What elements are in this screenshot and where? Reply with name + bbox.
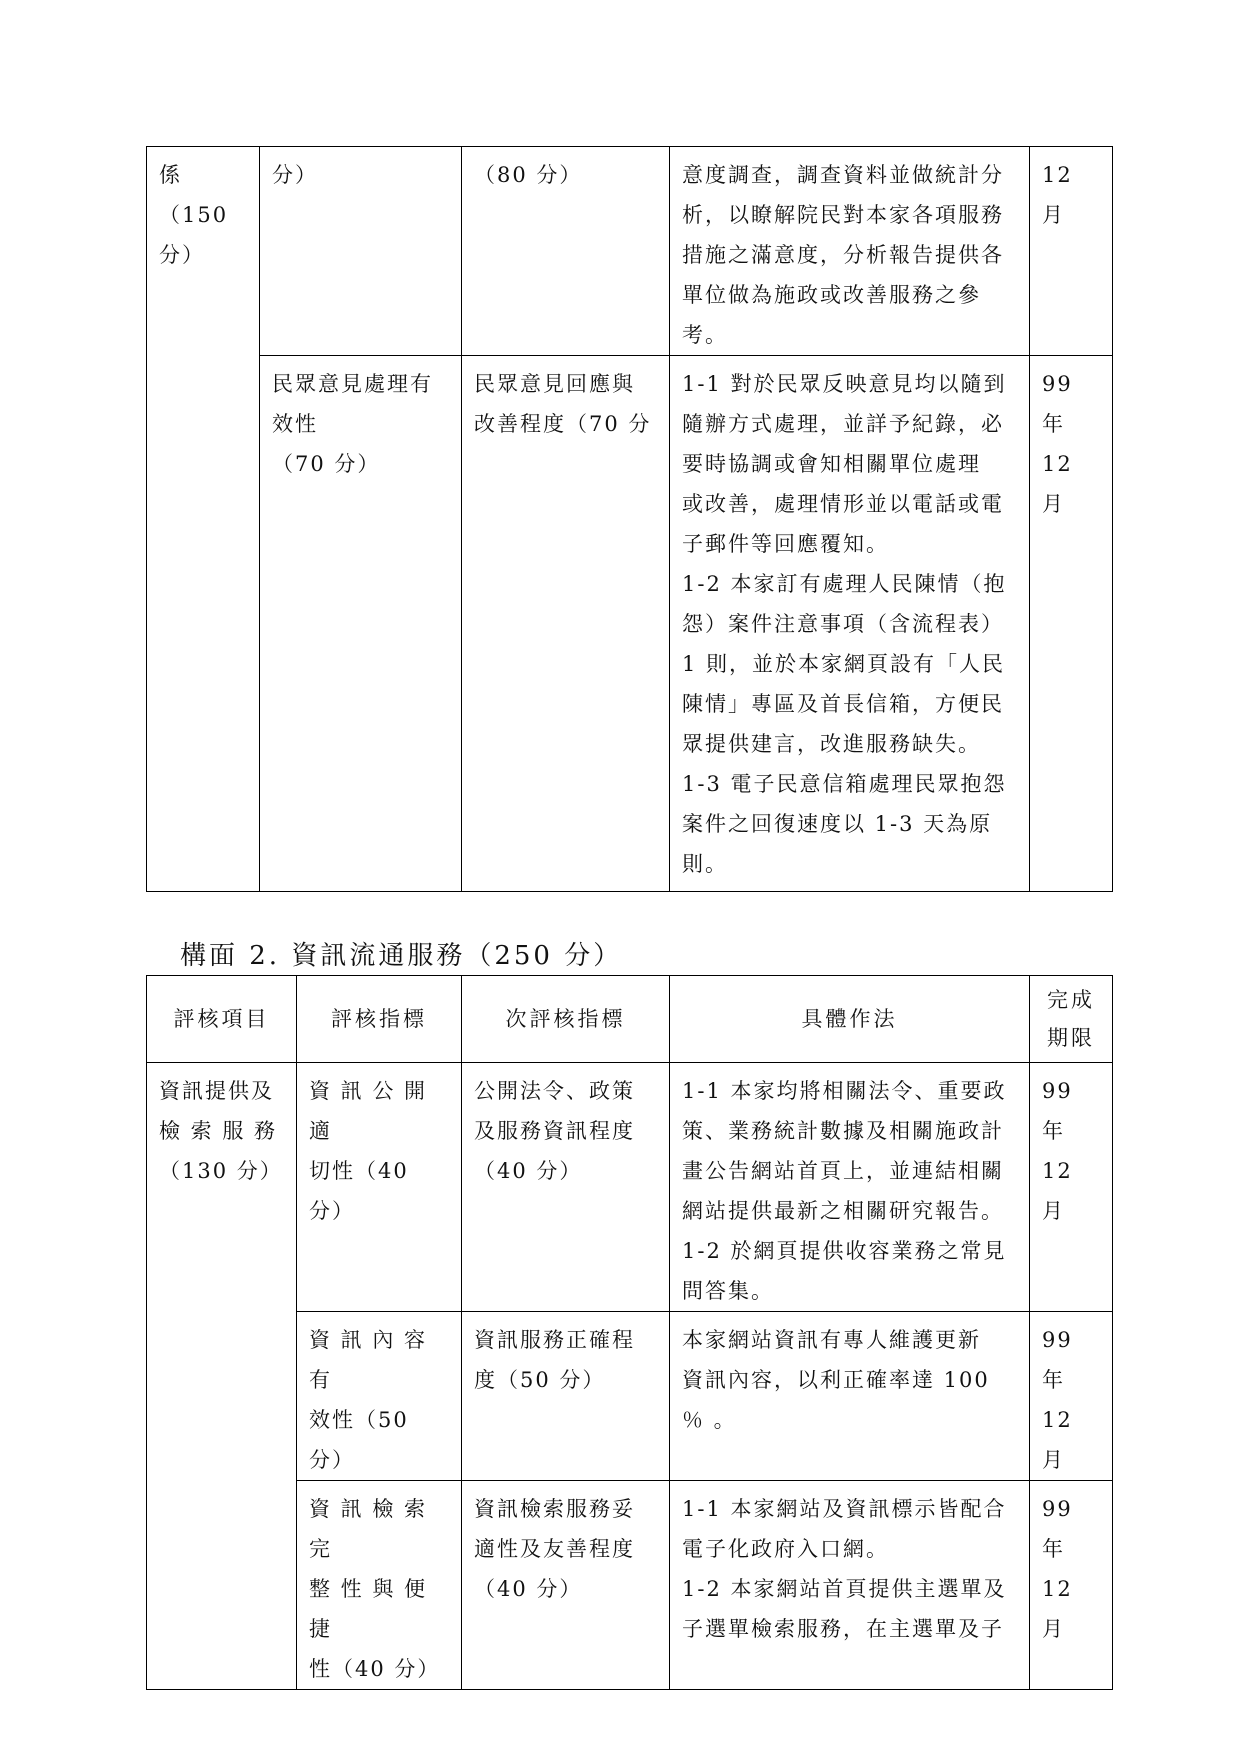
- sub-indicator-cell: [462, 1481, 670, 1690]
- method-text: 1-1 本家均將相關法令、重要政 策、業務統計數據及相關施政計 畫公告網站首頁上，並連結相關 網站提供最新之相關研究報告。 1-2 於網頁提供收容業務之常見 問答集。: [682, 1079, 1007, 1303]
- header-sub-indicator-text: 次評核指標: [505, 1007, 626, 1031]
- table-row: [147, 1063, 1113, 1312]
- deadline-text: 99 年 12 月: [1042, 372, 1073, 516]
- header-sub-indicator: [462, 976, 670, 1063]
- deadline-text: 99 年 12 月: [1042, 1079, 1073, 1223]
- method-text: 本家網站資訊有專人維護更新 資訊內容，以利正確率達 100 ％ 。: [682, 1328, 990, 1432]
- method-text: 1-1 對於民眾反映意見均以隨到 隨辦方式處理，並詳予紀錄，必 要時協調或會知相關單位處理 或改善，處理情形並以電話或電 子郵件等回應覆知。 1-2 本家訂有處理人民陳情（抱 怨）案件注意事項（含流程表） 1 則，並於本家網頁設有「人民 陳情」專區及首長信箱，方便民 眾提供建言，改進服務缺失。 1-3 電子民意信箱處理民眾抱怨 案件之回復速度以 1-3 天為原 則。: [682, 372, 1007, 876]
- indicator-text: 民眾意見處理有 效性 （70 分）: [272, 372, 433, 476]
- indicator-text: 資 訊 檢 索 完 整 性 與 便 捷 性（40 分）: [309, 1497, 441, 1681]
- method-text: 1-1 本家網站及資訊標示皆配合 電子化政府入口網。 1-2 本家網站首頁提供主選單及 子選單檢索服務，在主選單及子: [682, 1497, 1007, 1641]
- table-row: [147, 147, 1113, 356]
- method-cell: [670, 147, 1030, 356]
- header-deadline-text: 完成 期限: [1047, 988, 1095, 1050]
- deadline-cell: [1030, 1481, 1113, 1690]
- sub-indicator-cell: [462, 147, 670, 356]
- indicator-text: 資 訊 公 開 適 切性（40 分）: [309, 1079, 428, 1223]
- header-item: [147, 976, 297, 1063]
- indicator-cell: [297, 1312, 462, 1481]
- header-indicator: [297, 976, 462, 1063]
- item-text: 係（150 分）: [159, 163, 229, 267]
- sub-indicator-cell: [462, 1063, 670, 1312]
- sub-indicator-text: 資訊檢索服務妥 適性及友善程度 （40 分）: [474, 1497, 635, 1601]
- method-cell: [670, 1481, 1030, 1690]
- table-header-row: [147, 976, 1113, 1063]
- sub-indicator-cell: [462, 1312, 670, 1481]
- deadline-cell: [1030, 1063, 1113, 1312]
- deadline-text: 99 年 12 月: [1042, 1328, 1073, 1472]
- sub-indicator-text: （80 分）: [474, 163, 583, 187]
- indicator-cell: [260, 356, 462, 892]
- table-row: [147, 356, 1113, 892]
- method-cell: [670, 1312, 1030, 1481]
- indicator-text: 分）: [272, 163, 318, 187]
- sub-indicator-text: 資訊服務正確程 度（50 分）: [474, 1328, 635, 1392]
- method-cell: [670, 356, 1030, 892]
- item-text: 資訊提供及 檢 索 服 務 （130 分）: [159, 1079, 283, 1183]
- sub-indicator-text: 民眾意見回應與 改善程度（70 分: [474, 372, 652, 436]
- deadline-cell: [1030, 1312, 1113, 1481]
- indicator-text: 資 訊 內 容 有 效性（50 分）: [309, 1328, 428, 1472]
- evaluation-table: [146, 975, 1113, 1690]
- header-method: [670, 976, 1030, 1063]
- deadline-text: 99 年 12 月: [1042, 1497, 1073, 1641]
- evaluation-table-continued: [146, 146, 1113, 892]
- deadline-cell: [1030, 147, 1113, 356]
- section-heading: 構面 2. 資訊流通服務（250 分）: [180, 941, 623, 971]
- header-deadline: [1030, 976, 1113, 1063]
- method-text: 意度調查，調查資料並做統計分 析，以瞭解院民對本家各項服務 措施之滿意度，分析報告提供各 單位做為施政或改善服務之參 考。: [682, 163, 1004, 347]
- deadline-cell: [1030, 356, 1113, 892]
- indicator-cell: [297, 1481, 462, 1690]
- sub-indicator-cell: [462, 356, 670, 892]
- header-item-text: 評核項目: [173, 1007, 270, 1031]
- header-indicator-text: 評核指標: [331, 1007, 427, 1031]
- sub-indicator-text: 公開法令、政策 及服務資訊程度 （40 分）: [474, 1079, 635, 1183]
- item-cell: [147, 147, 260, 892]
- item-cell: [147, 1063, 297, 1690]
- method-cell: [670, 1063, 1030, 1312]
- deadline-text: 12 月: [1042, 163, 1073, 227]
- indicator-cell: [260, 147, 462, 356]
- indicator-cell: [297, 1063, 462, 1312]
- header-method-text: 具體作法: [801, 1007, 898, 1031]
